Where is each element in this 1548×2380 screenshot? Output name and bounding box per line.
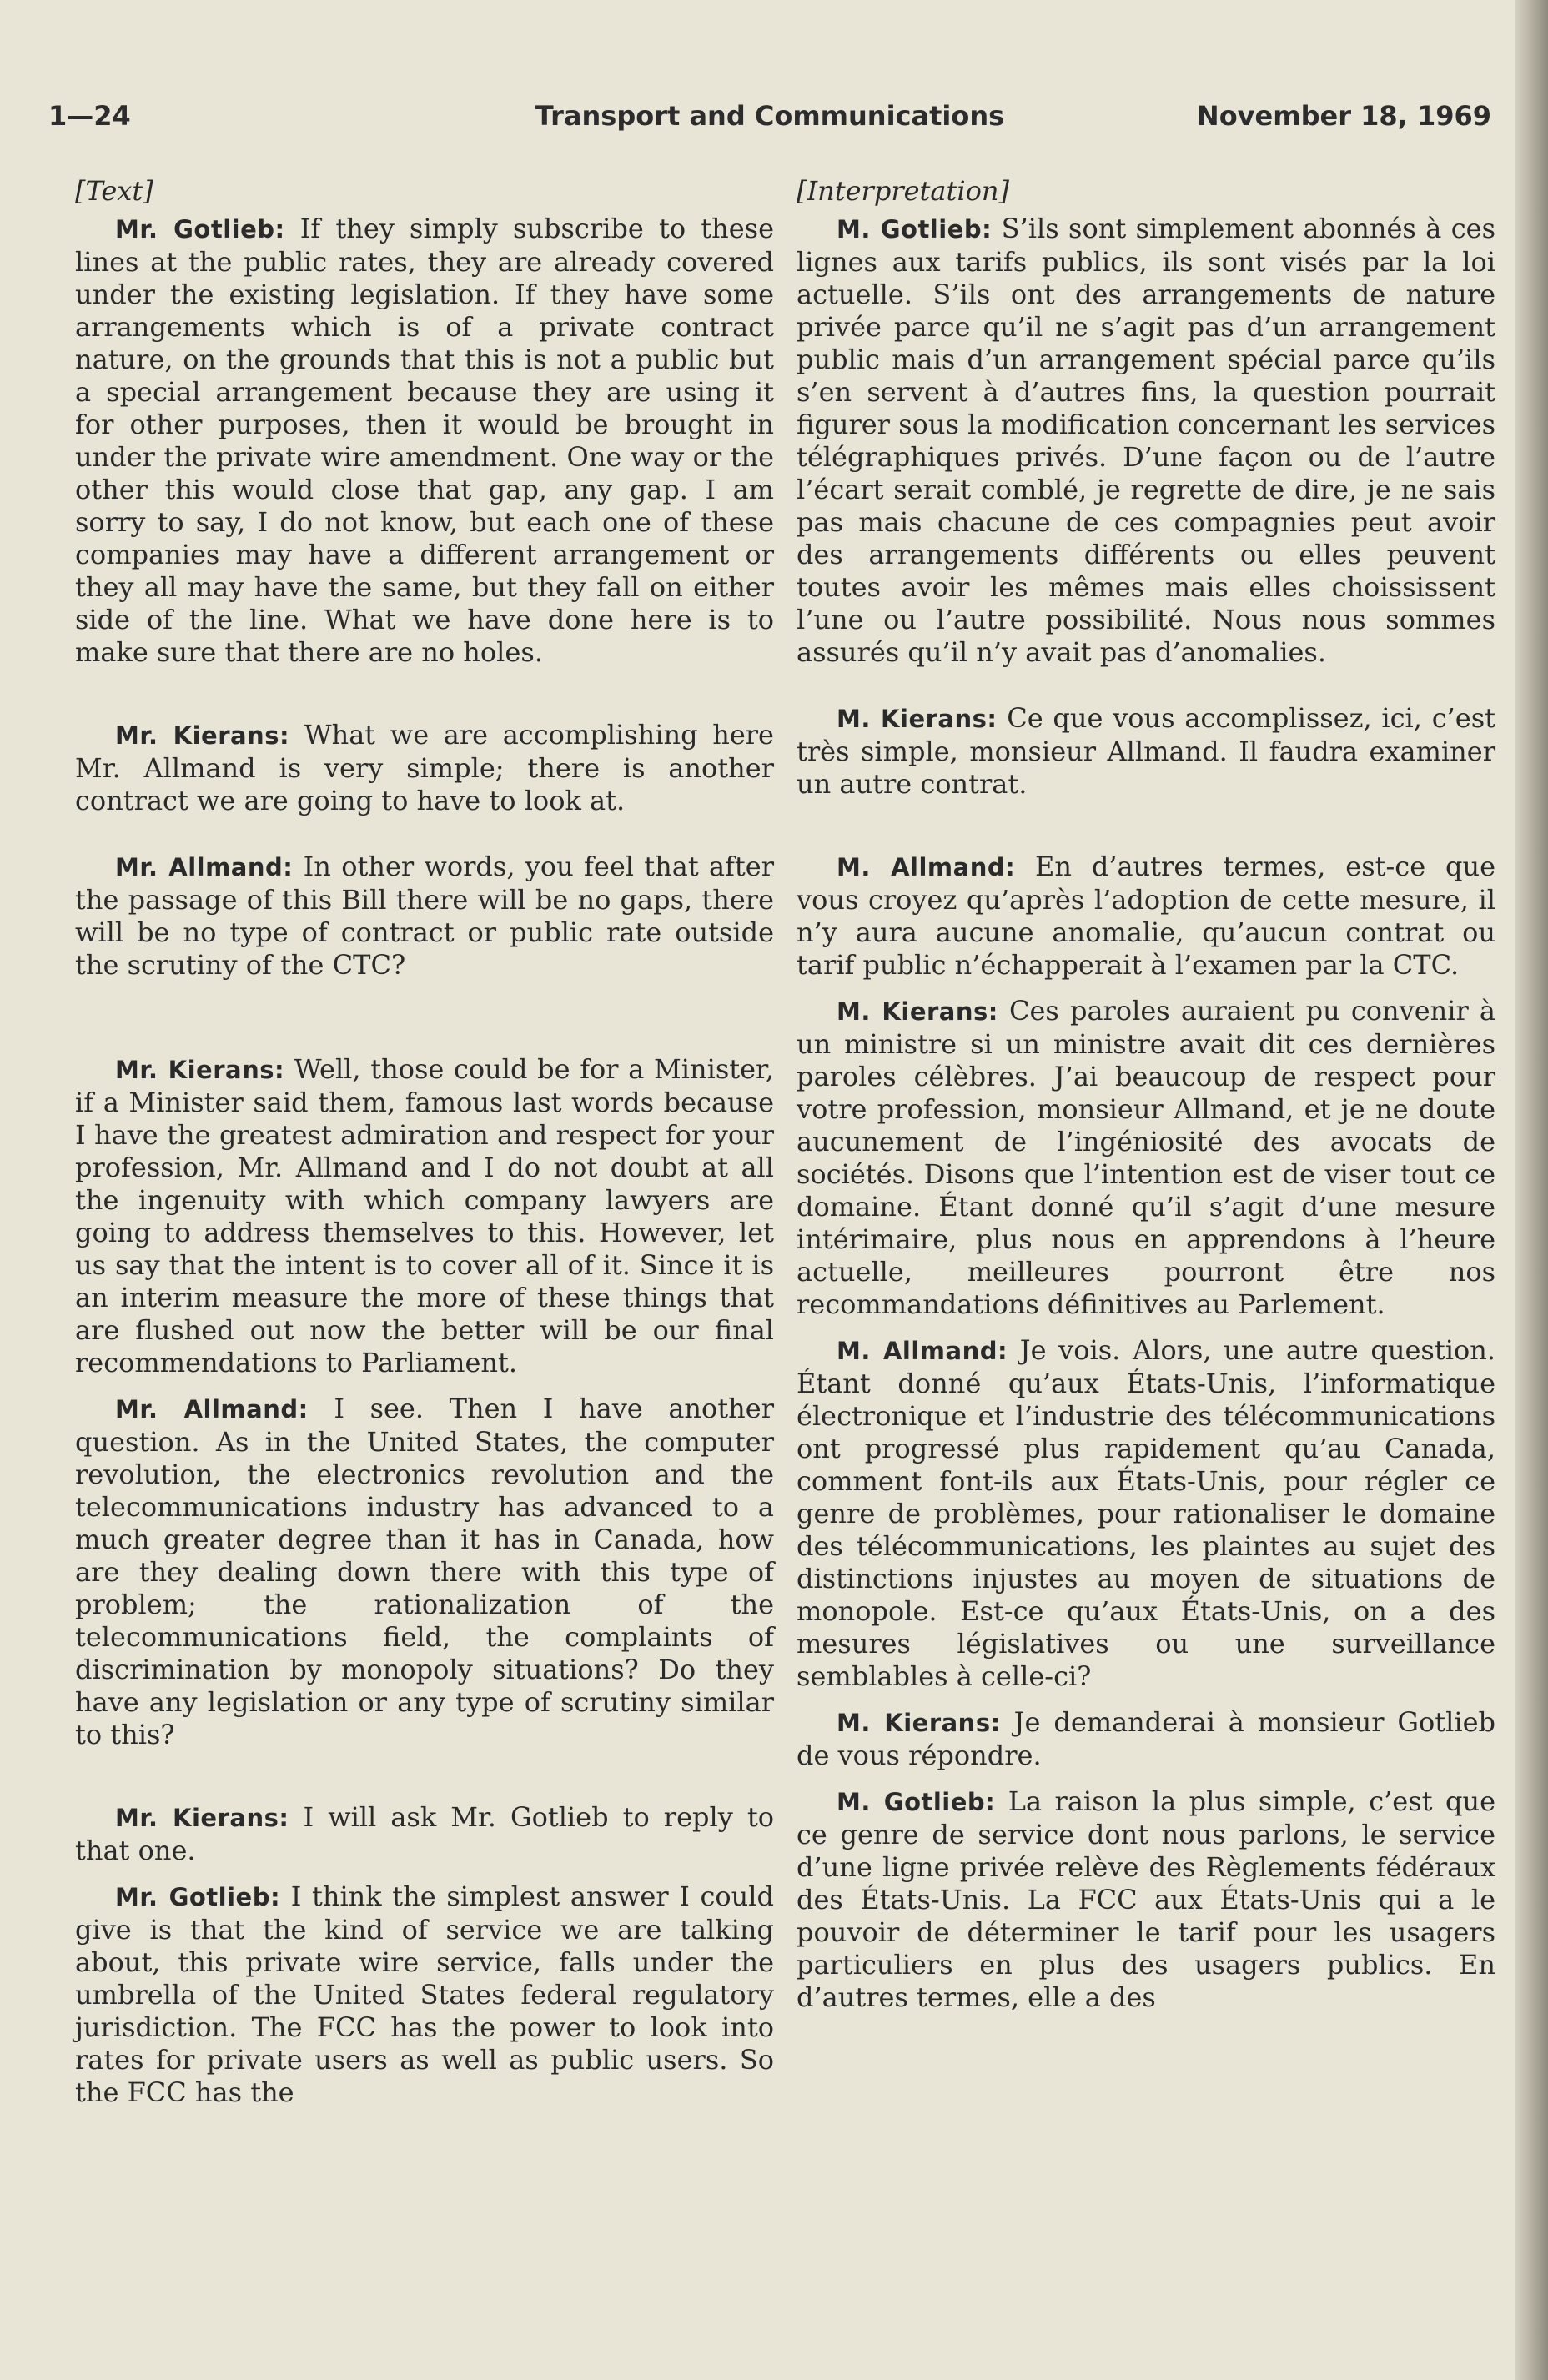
paragraph-text: In other words, you feel that after the passage of this Bill there will be no gaps, there will be no type of contract or public rate outside the scrutiny of the CTC?	[75, 851, 774, 981]
page-number: 1—24	[48, 100, 131, 132]
speaker-label: M. Allmand:	[837, 853, 1016, 881]
paragraph-text: La raison la plus simple, c’est que ce genre de service dont nous parlons, le service d’une ligne privée relève des Règlements fédéraux des États-Unis. La FCC aux États-Unis qui a le pouvoir de déterminer le tarif pour les usagers particuliers en plus des usagers publics. En d’autres termes, elle a des	[797, 1785, 1496, 2013]
speaker-label: M. Allmand:	[837, 1337, 1008, 1365]
page-edge-shadow	[1515, 0, 1548, 2380]
paragraph-gotlieb-2-fr	[797, 1785, 1495, 2014]
page-header	[48, 100, 1491, 150]
paragraph-text: What we are accomplishing here Mr. Allmand is very simple; there is another contract we are going to have to look at.	[75, 719, 774, 816]
paragraph-kierans-1-fr	[797, 702, 1495, 801]
speaker-label: Mr. Kierans:	[115, 1804, 289, 1832]
paragraph-text: S’ils sont simplement abonnés à ces lignes aux tarifs publics, ils sont visés par la loi actuelle. S’ils ont des arrangements de nature privée parce qu’il ne s’agit pas d’un arrangement public mais d’un arrangement spécial parce qu’ils s’en servent à d’autres fins, la question pourrait figurer sous la modification concernant les services télégraphiques privés. D’une façon ou de l’autre l’écart serait comblé, je regrette de dire, je ne sais pas mais chacune de ces compagnies peut avoir des arrangements différents ou elles peuvent toutes avoir les mêmes mais elles choississent l’une ou l’autre possibilité. Nous nous sommes assurés qu’il n’y avait pas d’anomalies.	[797, 213, 1496, 668]
speaker-label: Mr. Allmand:	[115, 1395, 309, 1423]
french-column	[797, 175, 1495, 2014]
paragraph-text: I see. Then I have another question. As in the United States, the computer revolution, the electronics revolution and the telecommunications industry has advanced to a much greater degree than it has in Canada, how are they dealing down there with this type of problem; the rationalization of the telecommunications field, the complaints of discrimination by monopoly situations? Do they have any legislation or any type of scrutiny similar to this?	[75, 1393, 774, 1750]
speaker-label: M. Kierans:	[837, 1709, 1001, 1737]
paragraph-text: En d’autres termes, est-ce que vous croyez qu’après l’adoption de cette mesure, il n’y aura aucune anomalie, qu’aucun contrat ou tarif public n’échapperait à l’examen par la CTC.	[797, 851, 1496, 981]
speaker-label: Mr. Gotlieb:	[115, 1883, 281, 1911]
paragraph-allmand-1-fr	[797, 851, 1495, 982]
speaker-label: M. Kierans:	[837, 997, 998, 1026]
paragraph-text: Well, those could be for a Minister, if a Minister said them, famous last words because I have the greatest admiration and respect for your profession, Mr. Allmand and I do not doubt at all the ingenuity with which company lawyers are going to address themselves to this. However, let us say that the intent is to cover all of it. Since it is an interim measure the more of these things that are flushed out now the better will be our final recommendations to Parliament.	[75, 1053, 774, 1378]
paragraph-gotlieb-1	[75, 213, 774, 669]
page-date: November 18, 1969	[1196, 100, 1491, 132]
text-tag: [Text]	[75, 175, 153, 207]
paragraph-text: If they simply subscribe to these lines at the public rates, they are already covered under the existing legislation. If they have some arrangements which is of a private contract nature, on the grounds that this is not a public but a special arrangement because they are using it for other purposes, then it would be brought in under the private wire amendment. One way or the other this would close that gap, any gap. I am sorry to say, I do not know, but each one of these companies may have a different arrangement or they all may have the same, but they fall on either side of the line. What we have done here is to make sure that there are no holes.	[75, 213, 775, 668]
speaker-label: Mr. Kierans:	[115, 1056, 285, 1084]
paragraph-kierans-3	[75, 1801, 774, 1867]
speaker-label: Mr. Allmand:	[115, 853, 294, 881]
paragraph-gotlieb-1-fr	[797, 213, 1495, 669]
paragraph-kierans-2	[75, 1053, 774, 1379]
speaker-label: M. Kierans:	[837, 705, 998, 733]
english-column	[75, 175, 774, 2109]
speaker-label: Mr. Gotlieb:	[115, 215, 285, 244]
paragraph-allmand-2-fr	[797, 1334, 1495, 1693]
speaker-label: M. Gotlieb:	[837, 215, 993, 244]
speaker-label: M. Gotlieb:	[837, 1788, 996, 1816]
interpretation-tag: [Interpretation]	[797, 175, 1009, 207]
paragraph-text: Je demanderai à monsieur Gotlieb de vous répondre.	[797, 1706, 1496, 1771]
paragraph-kierans-2-fr	[797, 995, 1495, 1321]
paragraph-text: I think the simplest answer I could give is that the kind of service we are talking about, this private wire service, falls under the umbrella of the United States federal regulatory jurisdiction. The FCC has the power to look into rates for private users as well as public users. So the FCC has the	[75, 1880, 775, 2108]
paragraph-allmand-2	[75, 1393, 774, 1751]
paragraph-gotlieb-2	[75, 1880, 774, 2109]
speaker-label: Mr. Kierans:	[115, 721, 290, 750]
paragraph-text: Je vois. Alors, une autre question. Étant donné qu’aux États-Unis, l’informatique électronique et l’industrie des télécommunications ont progressé plus rapidement qu’au Canada, comment font-ils aux États-Unis, pour régler ce genre de problèmes, pour rationaliser le domaine des télécommunications, les plaintes au sujet des distinctions injustes au moyen de situations de monopole. Est-ce qu’aux États-Unis, on a des mesures législatives ou une surveillance semblables à celle-ci?	[797, 1334, 1495, 1692]
paragraph-text: Ce que vous accomplissez, ici, c’est très simple, monsieur Allmand. Il faudra examiner un autre contrat.	[797, 702, 1496, 800]
paragraph-allmand-1	[75, 851, 774, 982]
paragraph-text: Ces paroles auraient pu convenir à un ministre si un ministre avait dit ces dernières paroles célèbres. J’ai beaucoup de respect pour votre profession, monsieur Allmand, et je ne doute aucunement de l’ingéniosité des avocats de sociétés. Disons que l’intention est de viser tout ce domaine. Étant donné qu’il s’agit d’une mesure intérimaire, plus nous en apprendons à l’heure actuelle, meilleures pourront être nos recommandations définitives au Parlement.	[797, 995, 1496, 1320]
paragraph-kierans-1	[75, 719, 774, 817]
running-title: Transport and Communications	[535, 100, 1005, 132]
paragraph-text: I will ask Mr. Gotlieb to reply to that one.	[75, 1801, 774, 1866]
paragraph-kierans-3-fr	[797, 1706, 1495, 1772]
